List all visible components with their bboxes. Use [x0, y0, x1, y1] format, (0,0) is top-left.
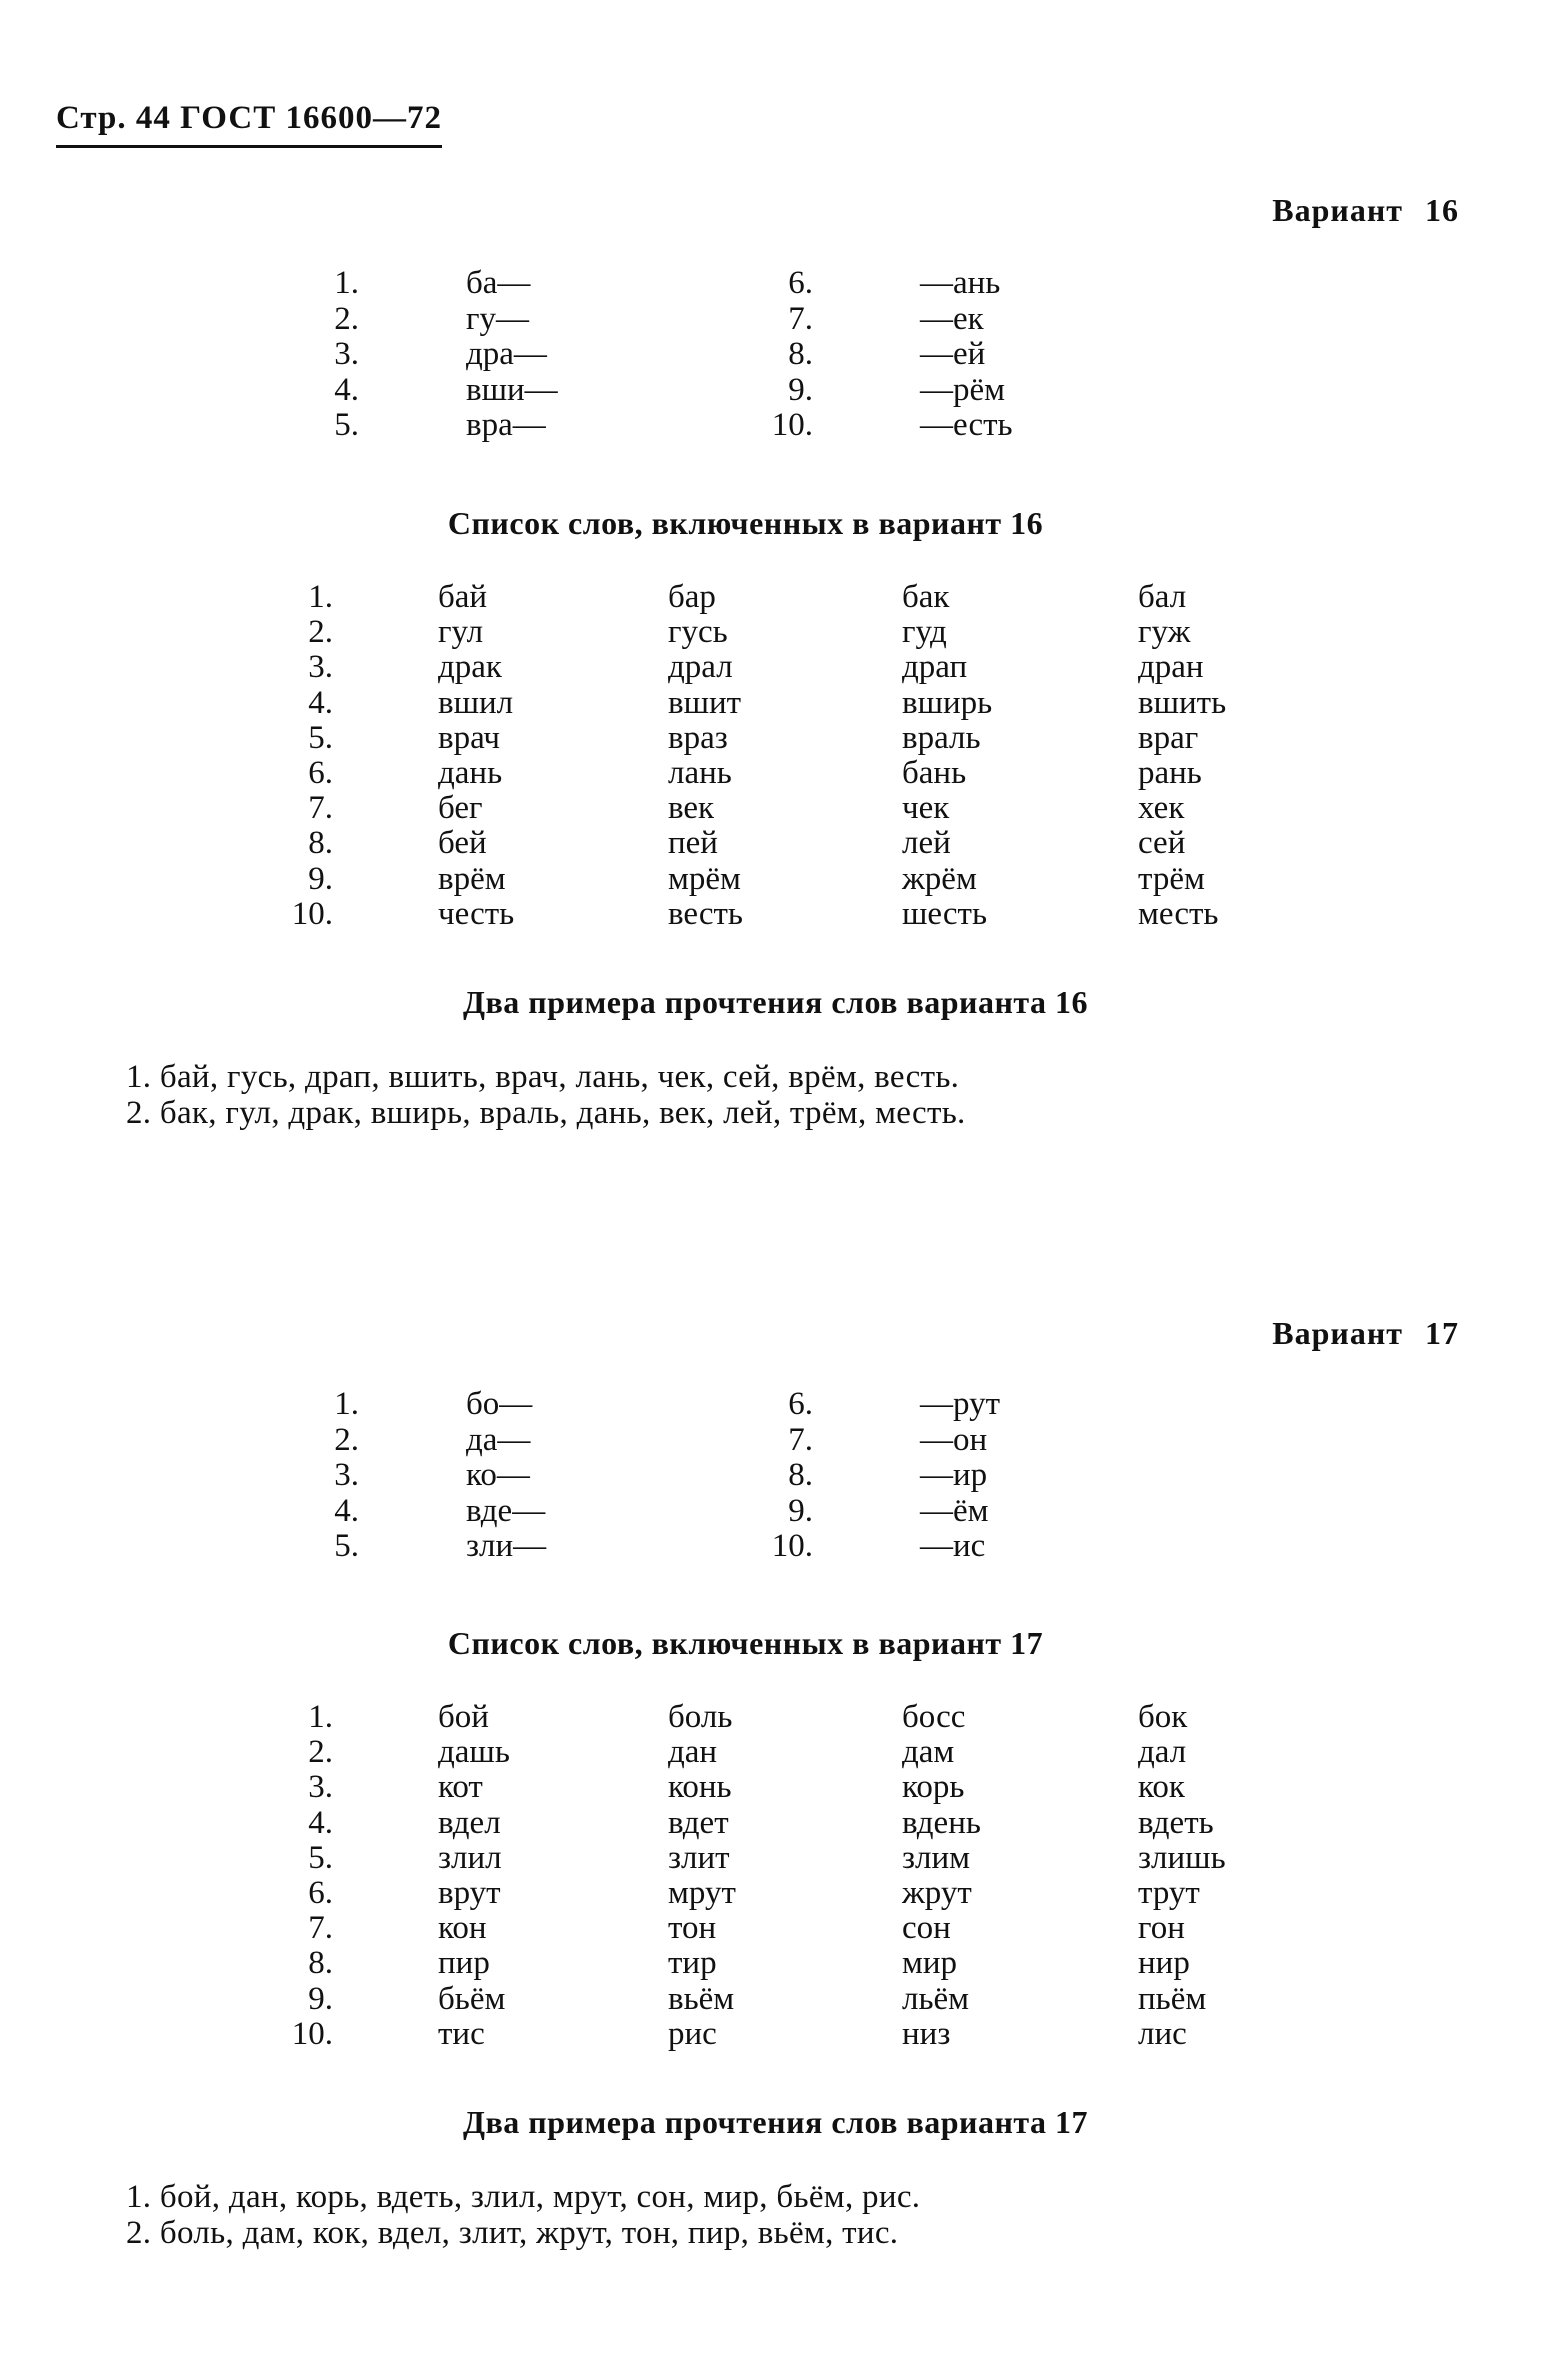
word-cell: гуж: [1138, 614, 1191, 651]
word-cell: боль: [668, 1699, 733, 1735]
sound-fragment: —ис: [920, 1528, 986, 1564]
word-cell: бань: [902, 754, 967, 791]
word-cell: вдел: [438, 1804, 501, 1841]
sound-fragment: ко—: [466, 1457, 530, 1493]
sound-row: [0, 1529, 1551, 1565]
word-cell: кок: [1138, 1769, 1185, 1806]
word-row-index: 2.: [308, 1734, 333, 1771]
word-cell: нир: [1138, 1945, 1190, 1982]
sound-index: 1.: [334, 1386, 359, 1422]
word-cell: вшить: [1138, 684, 1227, 721]
list-title-text: Список слов, включенных в вариант 16: [447, 505, 1044, 541]
word-cell: дран: [1138, 649, 1204, 686]
word-cell: честь: [438, 895, 515, 932]
word-cell: врач: [438, 719, 501, 756]
word-cell: врём: [438, 860, 506, 897]
word-cell: бьём: [438, 1980, 506, 2017]
word-row: [0, 1735, 1551, 1770]
word-cell: вширь: [902, 684, 993, 721]
sound-index: 10.: [771, 407, 813, 443]
word-cell: гул: [438, 614, 484, 651]
word-row: [0, 1770, 1551, 1805]
word-cell: драп: [902, 649, 968, 686]
word-cell: век: [668, 790, 715, 827]
word-cell: злишь: [1138, 1839, 1226, 1876]
word-cell: бег: [438, 790, 483, 827]
variant-number: 17: [1425, 1315, 1459, 1351]
word-cell: дан: [668, 1734, 718, 1771]
word-cell: гон: [1138, 1910, 1185, 1947]
word-cell: тир: [668, 1945, 717, 1982]
word-cell: гуд: [902, 614, 947, 651]
sound-row: [0, 373, 1551, 409]
word-cell: дал: [1138, 1734, 1187, 1771]
word-row: [0, 862, 1551, 897]
word-row: [0, 1841, 1551, 1876]
word-row-index: 10.: [291, 895, 333, 932]
variant-17-sound-table: [0, 1387, 1551, 1565]
word-row-index: 4.: [308, 1804, 333, 1841]
word-row-index: 1.: [308, 579, 333, 615]
sound-index: 5.: [334, 407, 359, 443]
word-cell: бал: [1138, 579, 1187, 615]
word-row: [0, 756, 1551, 791]
word-row-index: 9.: [308, 1980, 333, 2017]
word-row: [0, 1982, 1551, 2017]
word-row: [0, 826, 1551, 861]
sound-fragment: —ир: [920, 1457, 988, 1493]
variant-16-list-title: [0, 505, 1551, 542]
sound-row: [0, 1387, 1551, 1423]
word-cell: шесть: [902, 895, 987, 932]
variant-16-word-table: [0, 580, 1551, 932]
word-cell: бей: [438, 825, 487, 862]
word-cell: лис: [1138, 2015, 1187, 2052]
word-cell: вдет: [668, 1804, 729, 1841]
sound-index: 5.: [334, 1528, 359, 1564]
variant-17-examples: [126, 2180, 920, 2251]
word-row-index: 3.: [308, 1769, 333, 1806]
variant-16-examples: [126, 1060, 966, 1131]
variant-16-sound-table: [0, 266, 1551, 444]
word-cell: пей: [668, 825, 718, 862]
word-cell: тон: [668, 1910, 717, 1947]
word-row-index: 7.: [308, 1910, 333, 1947]
word-cell: бой: [438, 1699, 489, 1735]
word-cell: трут: [1138, 1874, 1200, 1911]
word-row-index: 4.: [308, 684, 333, 721]
word-cell: бак: [902, 579, 950, 615]
word-cell: жрут: [902, 1874, 972, 1911]
word-cell: враль: [902, 719, 981, 756]
sound-fragment: вши—: [466, 371, 558, 408]
word-cell: месть: [1138, 895, 1219, 932]
variant-17-examples-title: [0, 2104, 1551, 2141]
word-cell: чек: [902, 790, 950, 827]
word-cell: драл: [668, 649, 733, 686]
sound-fragment: да—: [466, 1421, 531, 1458]
word-row: [0, 897, 1551, 932]
word-row: [0, 2017, 1551, 2052]
word-cell: драк: [438, 649, 502, 686]
variant-16-title: [1272, 192, 1459, 229]
sound-fragment: —рут: [920, 1386, 1000, 1422]
word-cell: вьём: [668, 1980, 735, 2017]
sound-row: [0, 1423, 1551, 1459]
sound-index: 1.: [334, 265, 359, 301]
word-cell: злим: [902, 1839, 971, 1876]
word-cell: конь: [668, 1769, 732, 1806]
word-cell: мрём: [668, 860, 741, 897]
word-cell: вшил: [438, 684, 514, 721]
sound-index: 8.: [788, 1457, 813, 1493]
word-row: [0, 1700, 1551, 1735]
word-cell: пир: [438, 1945, 490, 1982]
word-cell: льём: [902, 1980, 970, 2017]
word-row: [0, 1911, 1551, 1946]
sound-index: 6.: [788, 1386, 813, 1422]
sound-row: [0, 1458, 1551, 1494]
word-row-index: 6.: [308, 754, 333, 791]
sound-row: [0, 302, 1551, 338]
word-cell: босс: [902, 1699, 966, 1735]
examples-title-text: Два примера прочтения слов варианта 16: [462, 984, 1089, 1020]
word-cell: хек: [1138, 790, 1185, 827]
word-cell: гусь: [668, 614, 728, 651]
word-cell: кон: [438, 1910, 487, 1947]
variant-17-word-table: [0, 1700, 1551, 2052]
word-cell: тис: [438, 2015, 485, 2052]
word-cell: лей: [902, 825, 951, 862]
word-cell: пьём: [1138, 1980, 1207, 2017]
word-cell: низ: [902, 2015, 951, 2052]
sound-row: [0, 266, 1551, 302]
word-cell: лань: [668, 754, 732, 791]
word-cell: рис: [668, 2015, 717, 2052]
sound-index: 7.: [788, 1421, 813, 1458]
sound-fragment: дра—: [466, 336, 547, 372]
sound-fragment: —есть: [920, 407, 1013, 443]
sound-fragment: —рём: [920, 371, 1006, 408]
sound-index: 2.: [334, 1421, 359, 1458]
variant-17-list-title: [0, 1625, 1551, 1662]
word-cell: бай: [438, 579, 488, 615]
sound-fragment: —ань: [920, 265, 1001, 301]
word-row: [0, 650, 1551, 685]
word-cell: вдеть: [1138, 1804, 1214, 1841]
word-row: [0, 1946, 1551, 1981]
word-cell: мрут: [668, 1874, 736, 1911]
example-line: 1. бой, дан, корь, вдеть, злил, мрут, сон, мир, бьём, рис.: [126, 2179, 921, 2215]
word-row-index: 1.: [308, 1699, 333, 1735]
sound-index: 6.: [788, 265, 813, 301]
word-row-index: 9.: [308, 860, 333, 897]
word-cell: дам: [902, 1734, 955, 1771]
sound-row: [0, 408, 1551, 444]
page-header: Стр. 44 ГОСТ 16600—72: [56, 100, 442, 148]
sound-fragment: зли—: [466, 1528, 547, 1564]
word-row: [0, 615, 1551, 650]
list-title-text: Список слов, включенных в вариант 17: [447, 1625, 1044, 1661]
word-row-index: 3.: [308, 649, 333, 686]
sound-row: [0, 1494, 1551, 1530]
example-line: 2. бак, гул, драк, вширь, враль, дань, век, лей, трём, месть.: [126, 1094, 966, 1131]
word-row: [0, 580, 1551, 615]
variant-16-examples-title: [0, 984, 1551, 1021]
variant-17-title: [1272, 1315, 1459, 1352]
sound-fragment: —он: [920, 1421, 988, 1458]
word-cell: вдень: [902, 1804, 981, 1841]
sound-fragment: вде—: [466, 1492, 546, 1529]
word-cell: сей: [1138, 825, 1186, 862]
word-cell: дашь: [438, 1734, 510, 1771]
sound-row: [0, 337, 1551, 373]
sound-index: 9.: [788, 371, 813, 408]
example-line: 2. боль, дам, кок, вдел, злит, жрут, тон, пир, вьём, тис.: [126, 2214, 899, 2251]
word-cell: бар: [668, 579, 716, 615]
example-line: 1. бай, гусь, драп, вшить, врач, лань, чек, сей, врём, весть.: [126, 1059, 960, 1095]
word-cell: злит: [668, 1839, 730, 1876]
word-cell: бок: [1138, 1699, 1188, 1735]
word-row-index: 6.: [308, 1874, 333, 1911]
word-row: [0, 791, 1551, 826]
sound-fragment: —ём: [920, 1492, 989, 1529]
word-row-index: 5.: [308, 1839, 333, 1876]
sound-index: 8.: [788, 336, 813, 372]
word-row: [0, 1876, 1551, 1911]
sound-fragment: —ей: [920, 336, 986, 372]
word-cell: жрём: [902, 860, 977, 897]
variant-label: Вариант: [1272, 1315, 1403, 1351]
sound-index: 2.: [334, 300, 359, 337]
word-row-index: 2.: [308, 614, 333, 651]
word-cell: кот: [438, 1769, 483, 1806]
sound-fragment: ба—: [466, 265, 531, 301]
sound-index: 3.: [334, 336, 359, 372]
word-row-index: 7.: [308, 790, 333, 827]
word-cell: корь: [902, 1769, 965, 1806]
sound-index: 3.: [334, 1457, 359, 1493]
word-row: [0, 1806, 1551, 1841]
word-row-index: 5.: [308, 719, 333, 756]
word-row-index: 10.: [291, 2015, 333, 2052]
word-row: [0, 686, 1551, 721]
sound-fragment: —ек: [920, 300, 984, 337]
sound-fragment: вра—: [466, 407, 546, 443]
sound-index: 9.: [788, 1492, 813, 1529]
sound-index: 4.: [334, 1492, 359, 1529]
variant-label: Вариант: [1272, 192, 1403, 228]
variant-number: 16: [1425, 192, 1459, 228]
word-cell: вшит: [668, 684, 742, 721]
word-cell: весть: [668, 895, 743, 932]
examples-title-text: Два примера прочтения слов варианта 17: [462, 2104, 1089, 2140]
word-row-index: 8.: [308, 825, 333, 862]
word-cell: сон: [902, 1910, 951, 1947]
sound-fragment: гу—: [466, 300, 530, 337]
word-cell: дань: [438, 754, 503, 791]
sound-index: 4.: [334, 371, 359, 408]
word-cell: врут: [438, 1874, 501, 1911]
word-cell: злил: [438, 1839, 502, 1876]
word-cell: трём: [1138, 860, 1205, 897]
word-cell: враг: [1138, 719, 1199, 756]
word-cell: враз: [668, 719, 728, 756]
sound-fragment: бо—: [466, 1386, 533, 1422]
word-cell: мир: [902, 1945, 958, 1982]
sound-index: 7.: [788, 300, 813, 337]
word-row: [0, 721, 1551, 756]
word-row-index: 8.: [308, 1945, 333, 1982]
word-cell: рань: [1138, 754, 1202, 791]
sound-index: 10.: [771, 1528, 813, 1564]
